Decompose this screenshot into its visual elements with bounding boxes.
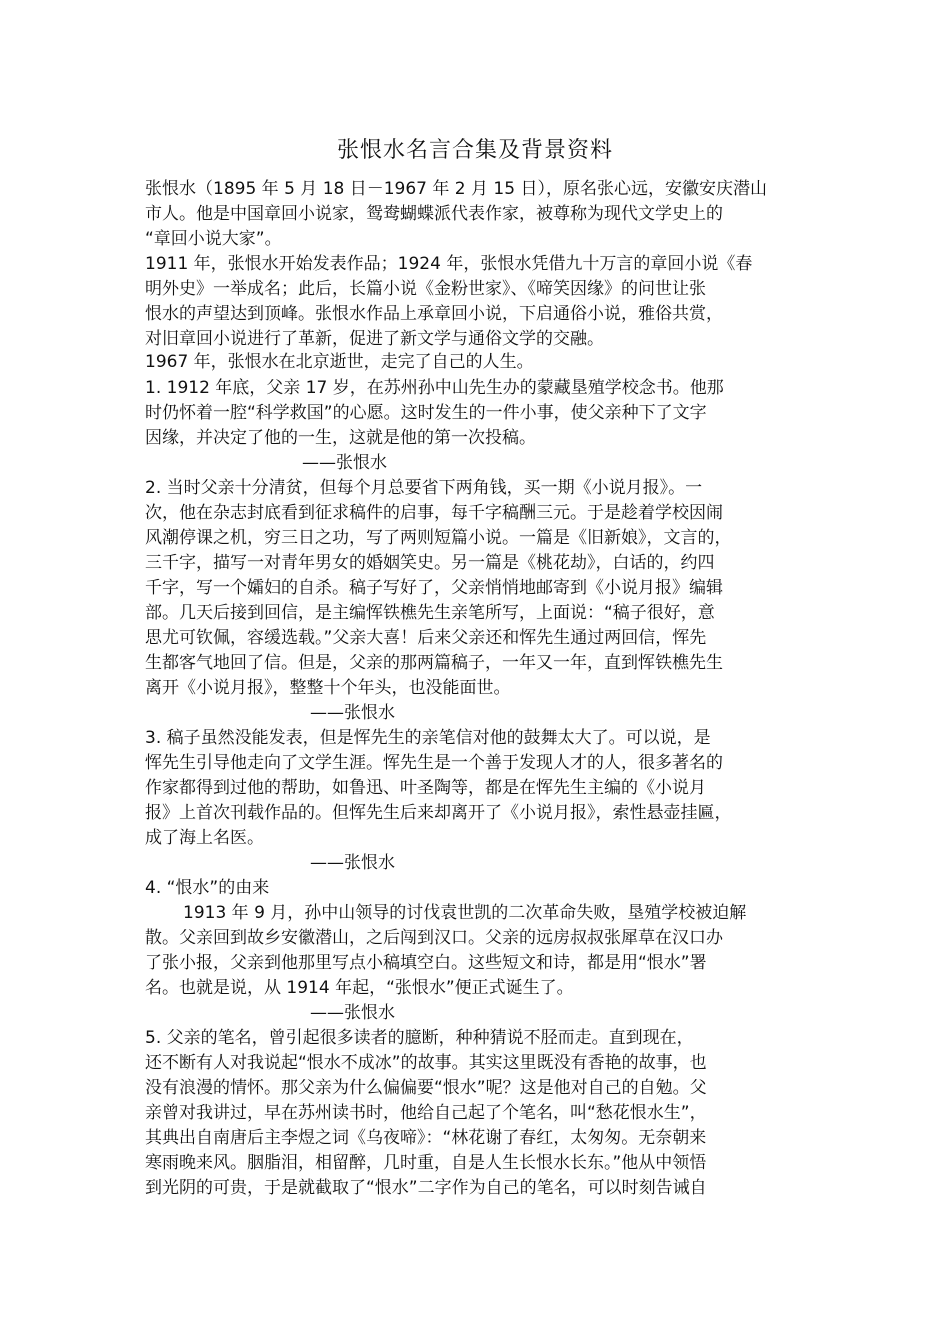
text-line: 到光阴的可贵，于是就截取了“恨水”二字作为自己的笔名，可以时刻告诫自 bbox=[145, 1178, 707, 1198]
text-line: 对旧章回小说进行了革新，促进了新文学与通俗文学的交融。 bbox=[145, 329, 604, 349]
attribution-line: ——张恨水 bbox=[310, 1003, 395, 1023]
attribution-line: ——张恨水 bbox=[310, 703, 395, 723]
text-line: 还不断有人对我说起“恨水不成冰”的故事。其实这里既没有香艳的故事，也 bbox=[145, 1053, 707, 1073]
text-line: 1. 1912 年底，父亲 17 岁，在苏州孙中山先生办的蒙藏垦殖学校念书。他那 bbox=[145, 378, 724, 398]
text-line: 因缘，并决定了他的一生，这就是他的第一次投稿。 bbox=[145, 428, 536, 448]
text-line: 散。父亲回到故乡安徽潜山，之后闯到汉口。父亲的远房叔叔张犀草在汉口办 bbox=[145, 928, 723, 948]
text-line: 名。也就是说，从 1914 年起，“张恨水”便正式诞生了。 bbox=[145, 978, 574, 998]
text-line: 千字，写一个孀妇的自杀。稿子写好了，父亲悄悄地邮寄到《小说月报》编辑 bbox=[145, 578, 723, 598]
text-line: 成了海上名医。 bbox=[145, 828, 264, 848]
attribution-line: ——张恨水 bbox=[302, 453, 387, 473]
text-line: 1911 年，张恨水开始发表作品；1924 年，张恨水凭借九十万言的章回小说《春 bbox=[145, 254, 753, 274]
text-line: 了张小报，父亲到他那里写点小稿填空白。这些短文和诗，都是用“恨水”署 bbox=[145, 953, 707, 973]
text-line: 风潮停课之机，穷三日之功，写了两则短篇小说。一篇是《旧新娘》，文言的， bbox=[145, 528, 732, 548]
attribution-line: ——张恨水 bbox=[310, 853, 395, 873]
text-line: 恽先生引导他走向了文学生涯。恽先生是一个善于发现人才的人，很多著名的 bbox=[145, 753, 723, 773]
text-line: 3. 稿子虽然没能发表，但是恽先生的亲笔信对他的鼓舞太大了。可以说，是 bbox=[145, 728, 711, 748]
text-line: 恨水的声望达到顶峰。张恨水作品上承章回小说，下启通俗小说，雅俗共赏， bbox=[145, 304, 723, 324]
text-line: 1913 年 9 月，孙中山领导的讨伐袁世凯的二次革命失败，垦殖学校被迫解 bbox=[183, 903, 747, 923]
text-line: 没有浪漫的情怀。那父亲为什么偏偏要“恨水”呢？这是他对自己的自勉。父 bbox=[145, 1078, 707, 1098]
text-line: 思尤可钦佩，容缓选载。”父亲大喜！后来父亲还和恽先生通过两回信，恽先 bbox=[145, 628, 707, 648]
text-line: 部。几天后接到回信，是主编恽铁樵先生亲笔所写，上面说：“稿子很好，意 bbox=[145, 603, 715, 623]
text-line: 作家都得到过他的帮助，如鲁迅、叶圣陶等，都是在恽先生主编的《小说月 bbox=[145, 778, 706, 798]
text-line: 市人。他是中国章回小说家，鸳鸯蝴蝶派代表作家，被尊称为现代文学史上的 bbox=[145, 204, 723, 224]
text-line: 生都客气地回了信。但是，父亲的那两篇稿子，一年又一年，直到恽铁樵先生 bbox=[145, 653, 723, 673]
text-line: 5. 父亲的笔名，曾引起很多读者的臆断，种种猜说不胫而走。直到现在， bbox=[145, 1028, 694, 1048]
text-line: 次，他在杂志封底看到征求稿件的启事，每千字稿酬三元。于是趁着学校因闹 bbox=[145, 503, 723, 523]
document-title: 张恨水名言合集及背景资料 bbox=[336, 138, 613, 163]
text-line: 明外史》一举成名；此后，长篇小说《金粉世家》、《啼笑因缘》的问世让张 bbox=[145, 279, 706, 299]
text-line: 三千字，描写一对青年男女的婚姻笑史。另一篇是《桃花劫》，白话的，约四 bbox=[145, 553, 715, 573]
text-line: 张恨水（1895 年 5 月 18 日－1967 年 2 月 15 日），原名张心远，安徽安庆潜山 bbox=[145, 179, 767, 199]
text-line: 寒雨晚来风。胭脂泪，相留醉，几时重，自是人生长恨水长东。”他从中领悟 bbox=[145, 1153, 707, 1173]
text-line: 离开《小说月报》，整整十个年头，也没能面世。 bbox=[145, 678, 511, 698]
text-line: 1967 年，张恨水在北京逝世，走完了自己的人生。 bbox=[145, 352, 534, 372]
text-line: “章回小说大家”。 bbox=[145, 229, 282, 249]
text-line: 4. “恨水”的由来 bbox=[145, 878, 270, 898]
text-line: 其典出自南唐后主李煜之词《乌夜啼》：“林花谢了春红，太匆匆。无奈朝来 bbox=[145, 1128, 707, 1148]
text-line: 报》上首次刊载作品的。但恽先生后来却离开了《小说月报》，索性悬壶挂匾， bbox=[145, 803, 732, 823]
text-line: 亲曾对我讲过，早在苏州读书时，他给自己起了个笔名，叫“愁花恨水生”， bbox=[145, 1103, 707, 1123]
text-line: 2. 当时父亲十分清贫，但每个月总要省下两角钱，买一期《小说月报》。一 bbox=[145, 478, 703, 498]
text-line: 时仍怀着一腔“科学救国”的心愿。这时发生的一件小事，使父亲种下了文字 bbox=[145, 403, 707, 423]
